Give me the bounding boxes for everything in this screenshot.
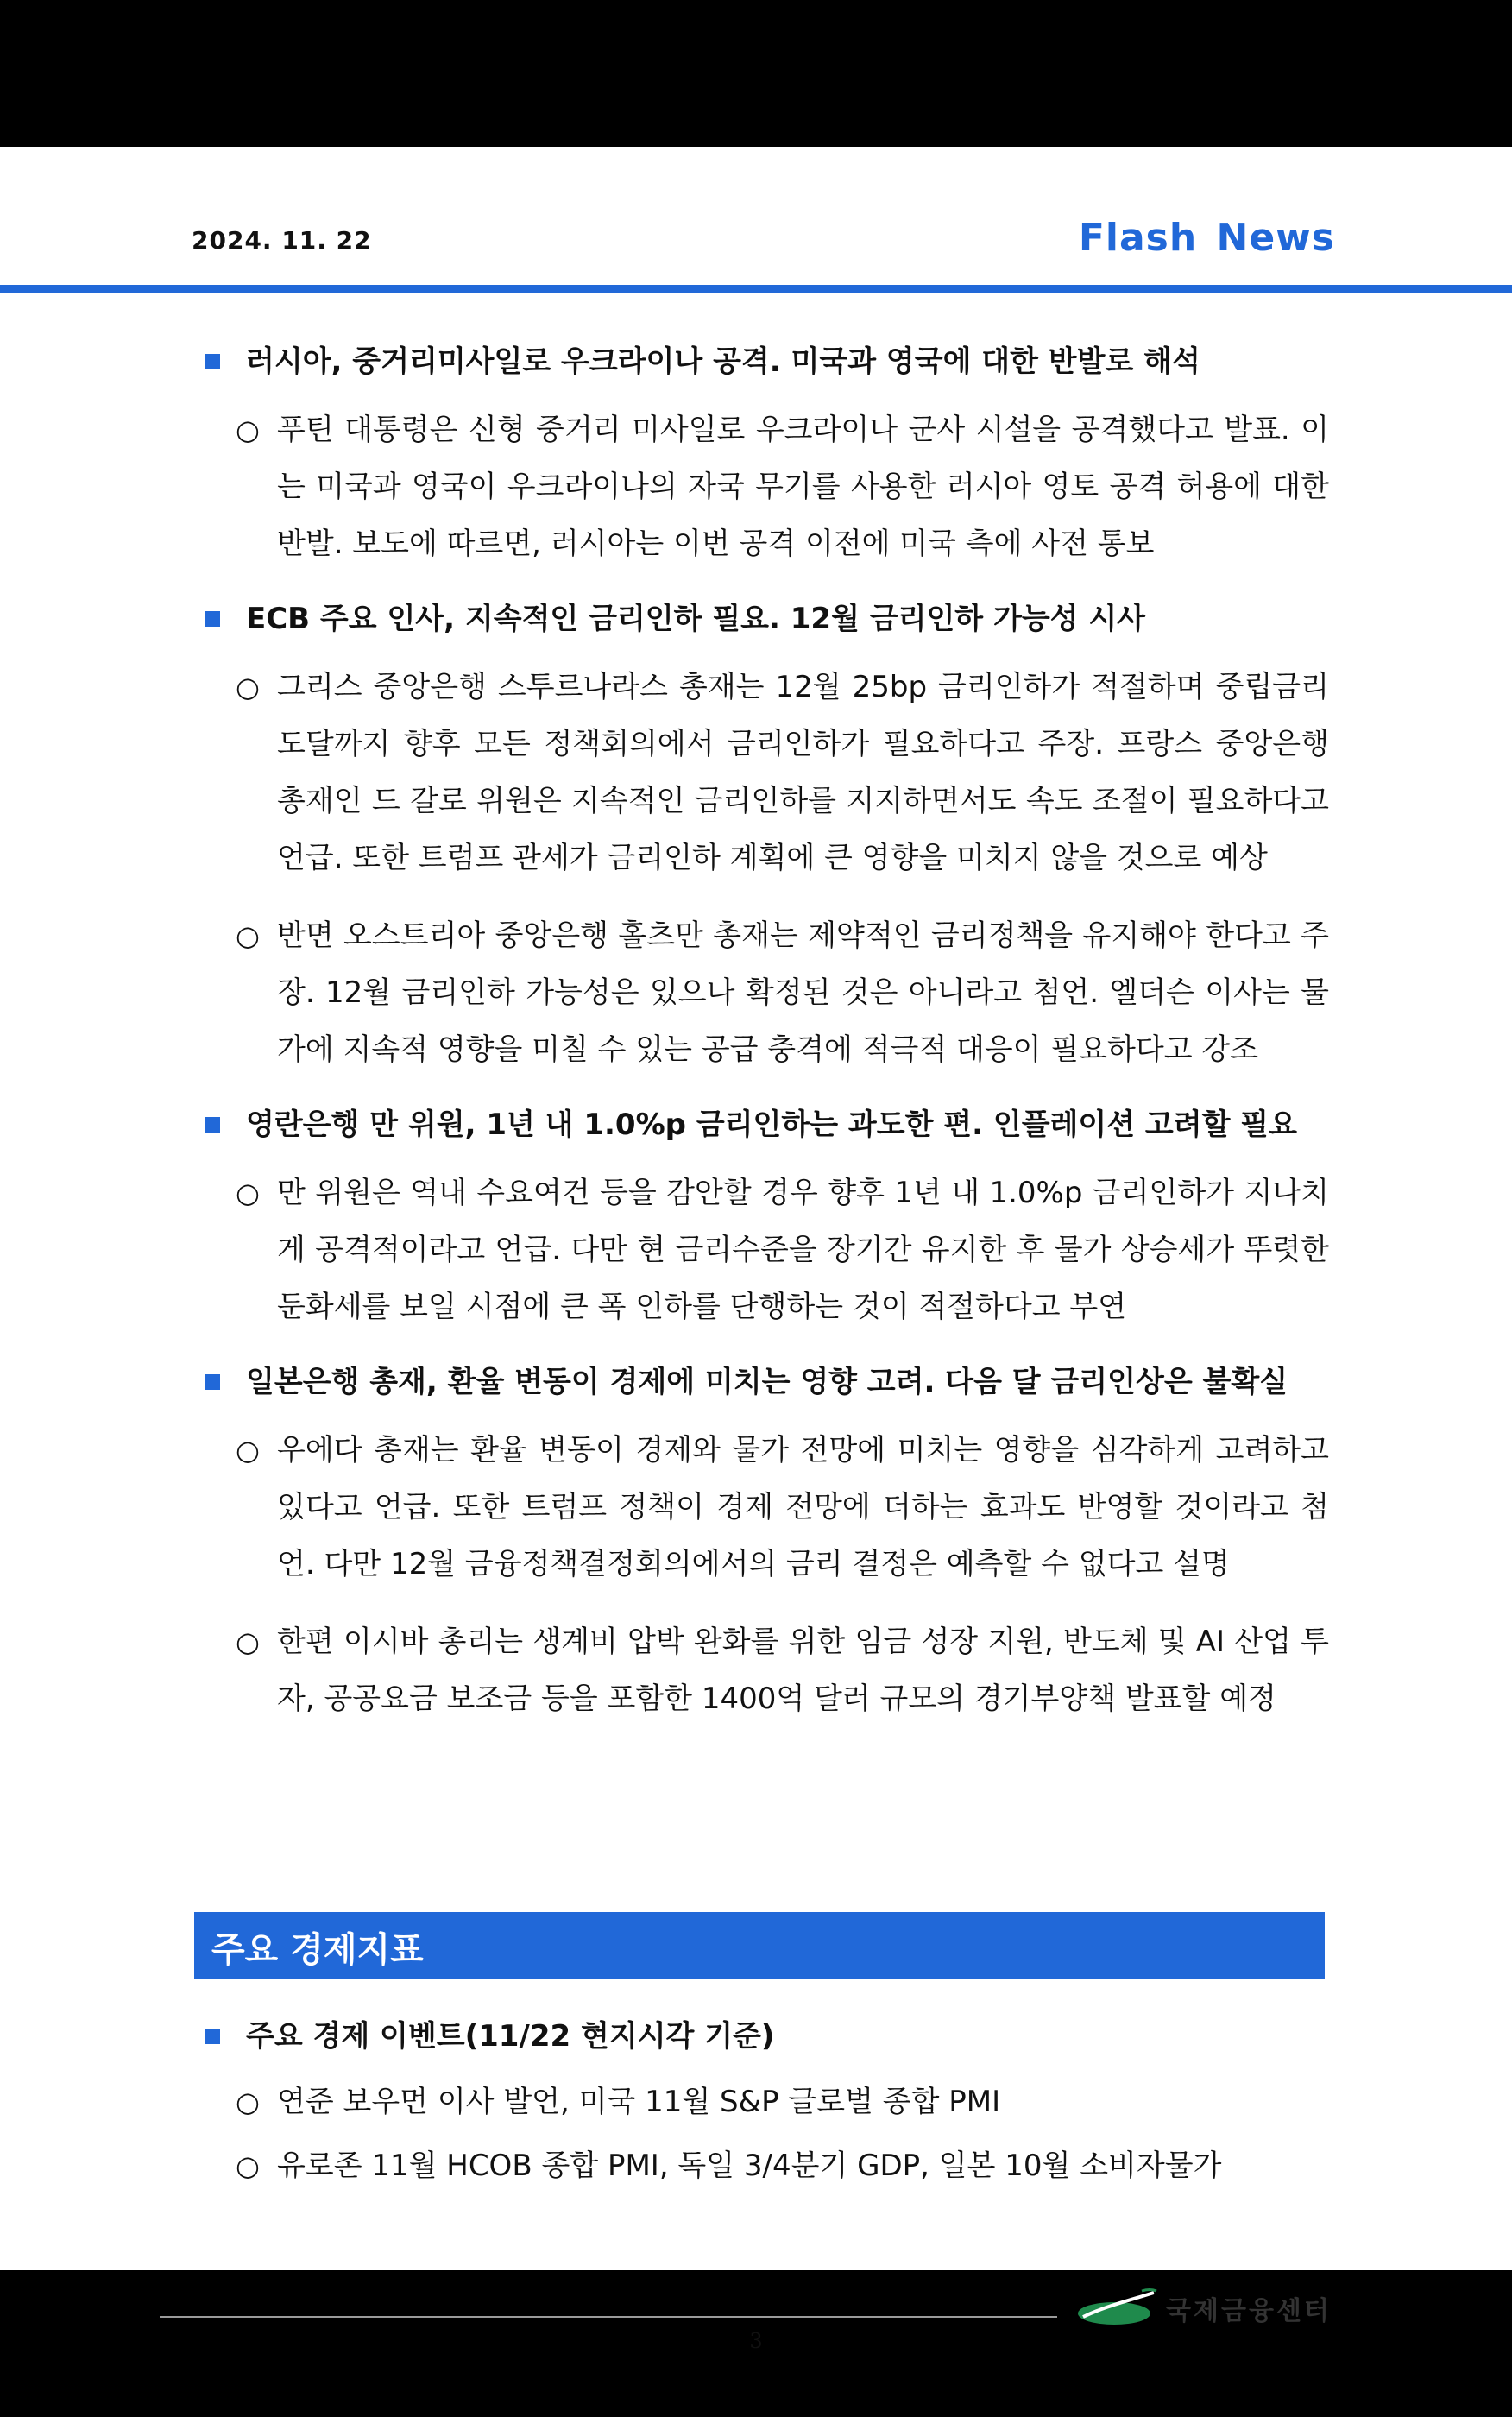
- section-heading-text: 러시아, 중거리미사일로 우크라이나 공격. 미국과 영국에 대한 반발로 해석: [246, 344, 1200, 379]
- economic-events: [194, 2016, 1329, 2204]
- org-name: 국제금융센터: [1166, 2296, 1332, 2326]
- section-heading: [205, 1361, 1329, 1403]
- event-item-text: 유로존 11월 HCOB 종합 PMI, 독일 3/4분기 GDP, 일본 10월 소비자물가: [277, 2149, 1222, 2183]
- circle-bullet-icon: ○: [236, 413, 260, 446]
- news-item: [236, 659, 1329, 887]
- news-item-text: 반면 오스트리아 중앙은행 홀츠만 총재는 제약적인 금리정책을 유지해야 한다고 주장. 12월 금리인하 가능성은 있으나 확정된 것은 아니라고 첨언. 엘더슨 이사는 물가에 지속적 영향을 미칠 수 있는 공급 충격에 적극적 대응이 필요하다고 강조: [277, 918, 1329, 1067]
- news-item: [236, 1613, 1329, 1727]
- circle-bullet-icon: ○: [236, 919, 260, 952]
- news-item: [236, 1164, 1329, 1335]
- footer-divider: [160, 2316, 1057, 2318]
- document-page: [0, 147, 1512, 2353]
- circle-bullet-icon: ○: [236, 671, 260, 704]
- square-bullet-icon: [205, 611, 220, 627]
- news-item-text: 푸틴 대통령은 신형 중거리 미사일로 우크라이나 군사 시설을 공격했다고 발표. 이는 미국과 영국이 우크라이나의 자국 무기를 사용한 러시아 영토 공격 허용에 대한 반발. 보도에 따르면, 러시아는 이번 공격 이전에 미국 측에 사전 통보: [277, 413, 1329, 561]
- news-item: [236, 401, 1329, 572]
- section-heading-text: ECB 주요 인사, 지속적인 금리인하 필요. 12월 금리인하 가능성 시사: [246, 602, 1146, 636]
- section-heading: [205, 598, 1329, 640]
- event-item: [236, 2076, 1329, 2128]
- news-item-text: 한편 이시바 총리는 생계비 압박 완화를 위한 임금 성장 지원, 반도체 및 AI 산업 투자, 공공요금 보조금 등을 포함한 1400억 달러 규모의 경기부양책 발표할 예정: [277, 1625, 1329, 1716]
- circle-bullet-icon: ○: [236, 1434, 260, 1467]
- events-heading: [205, 2016, 1329, 2057]
- news-section-ecb: [194, 598, 1329, 1078]
- section-heading: [205, 1104, 1329, 1145]
- square-bullet-icon: [205, 354, 220, 369]
- square-bullet-icon: [205, 1117, 220, 1133]
- footer-logo: [1074, 2288, 1332, 2329]
- circle-bullet-icon: ○: [236, 1625, 260, 1658]
- events-heading-text: 주요 경제 이벤트(11/22 현지시각 기준): [246, 2019, 775, 2054]
- news-section-boj: [194, 1361, 1329, 1727]
- square-bullet-icon: [205, 1374, 220, 1390]
- header-divider: [0, 285, 1512, 293]
- banner-title: 주요 경제지표: [211, 1930, 424, 1970]
- section-banner: [194, 1912, 1325, 1979]
- circle-bullet-icon: ○: [236, 2086, 260, 2118]
- event-item-text: 연준 보우먼 이사 발언, 미국 11월 S&P 글로벌 종합 PMI: [277, 2085, 1001, 2119]
- news-item-text: 그리스 중앙은행 스투르나라스 총재는 12월 25bp 금리인하가 적절하며 중립금리 도달까지 향후 모든 정책회의에서 금리인하가 필요하다고 주장. 프랑스 중앙은행 총재인 드 갈로 위원은 지속적인 금리인하를 지지하면서도 속도 조절이 필요하다고 언급. 또한 트럼프 관세가 금리인하 계획에 큰 영향을 미치지 않을 것으로 예상: [277, 670, 1329, 875]
- news-item: [236, 907, 1329, 1078]
- report-title: Flash News: [1078, 216, 1335, 260]
- section-heading-text: 영란은행 만 위원, 1년 내 1.0%p 금리인하는 과도한 편. 인플레이션 고려할 필요: [246, 1108, 1297, 1142]
- circle-bullet-icon: ○: [236, 2149, 260, 2182]
- page-number: 3: [749, 2329, 763, 2353]
- square-bullet-icon: [205, 2029, 220, 2044]
- news-item: [236, 1422, 1329, 1593]
- news-item-text: 만 위원은 역내 수요여건 등을 감안할 경우 향후 1년 내 1.0%p 금리인하가 지나치게 공격적이라고 언급. 다만 현 금리수준을 장기간 유지한 후 물가 상승세가 뚜렷한 둔화세를 보일 시점에 큰 폭 인하를 단행하는 것이 적절하다고 부연: [277, 1176, 1329, 1324]
- event-item: [236, 2140, 1329, 2192]
- news-item-text: 우에다 총재는 환율 변동이 경제와 물가 전망에 미치는 영향을 심각하게 고려하고 있다고 언급. 또한 트럼프 정책이 경제 전망에 더하는 효과도 반영할 것이라고 첨언. 다만 12월 금융정책결정회의에서의 금리 결정은 예측할 수 없다고 설명: [277, 1433, 1329, 1581]
- news-content: [194, 341, 1329, 1753]
- kcif-logo-icon: [1074, 2288, 1161, 2329]
- report-date: 2024. 11. 22: [192, 226, 372, 255]
- news-section-russia: [194, 341, 1329, 572]
- news-section-boe: [194, 1104, 1329, 1335]
- circle-bullet-icon: ○: [236, 1177, 260, 1209]
- section-heading: [205, 341, 1329, 382]
- section-heading-text: 일본은행 총재, 환율 변동이 경제에 미치는 영향 고려. 다음 달 금리인상은 불확실: [246, 1365, 1288, 1399]
